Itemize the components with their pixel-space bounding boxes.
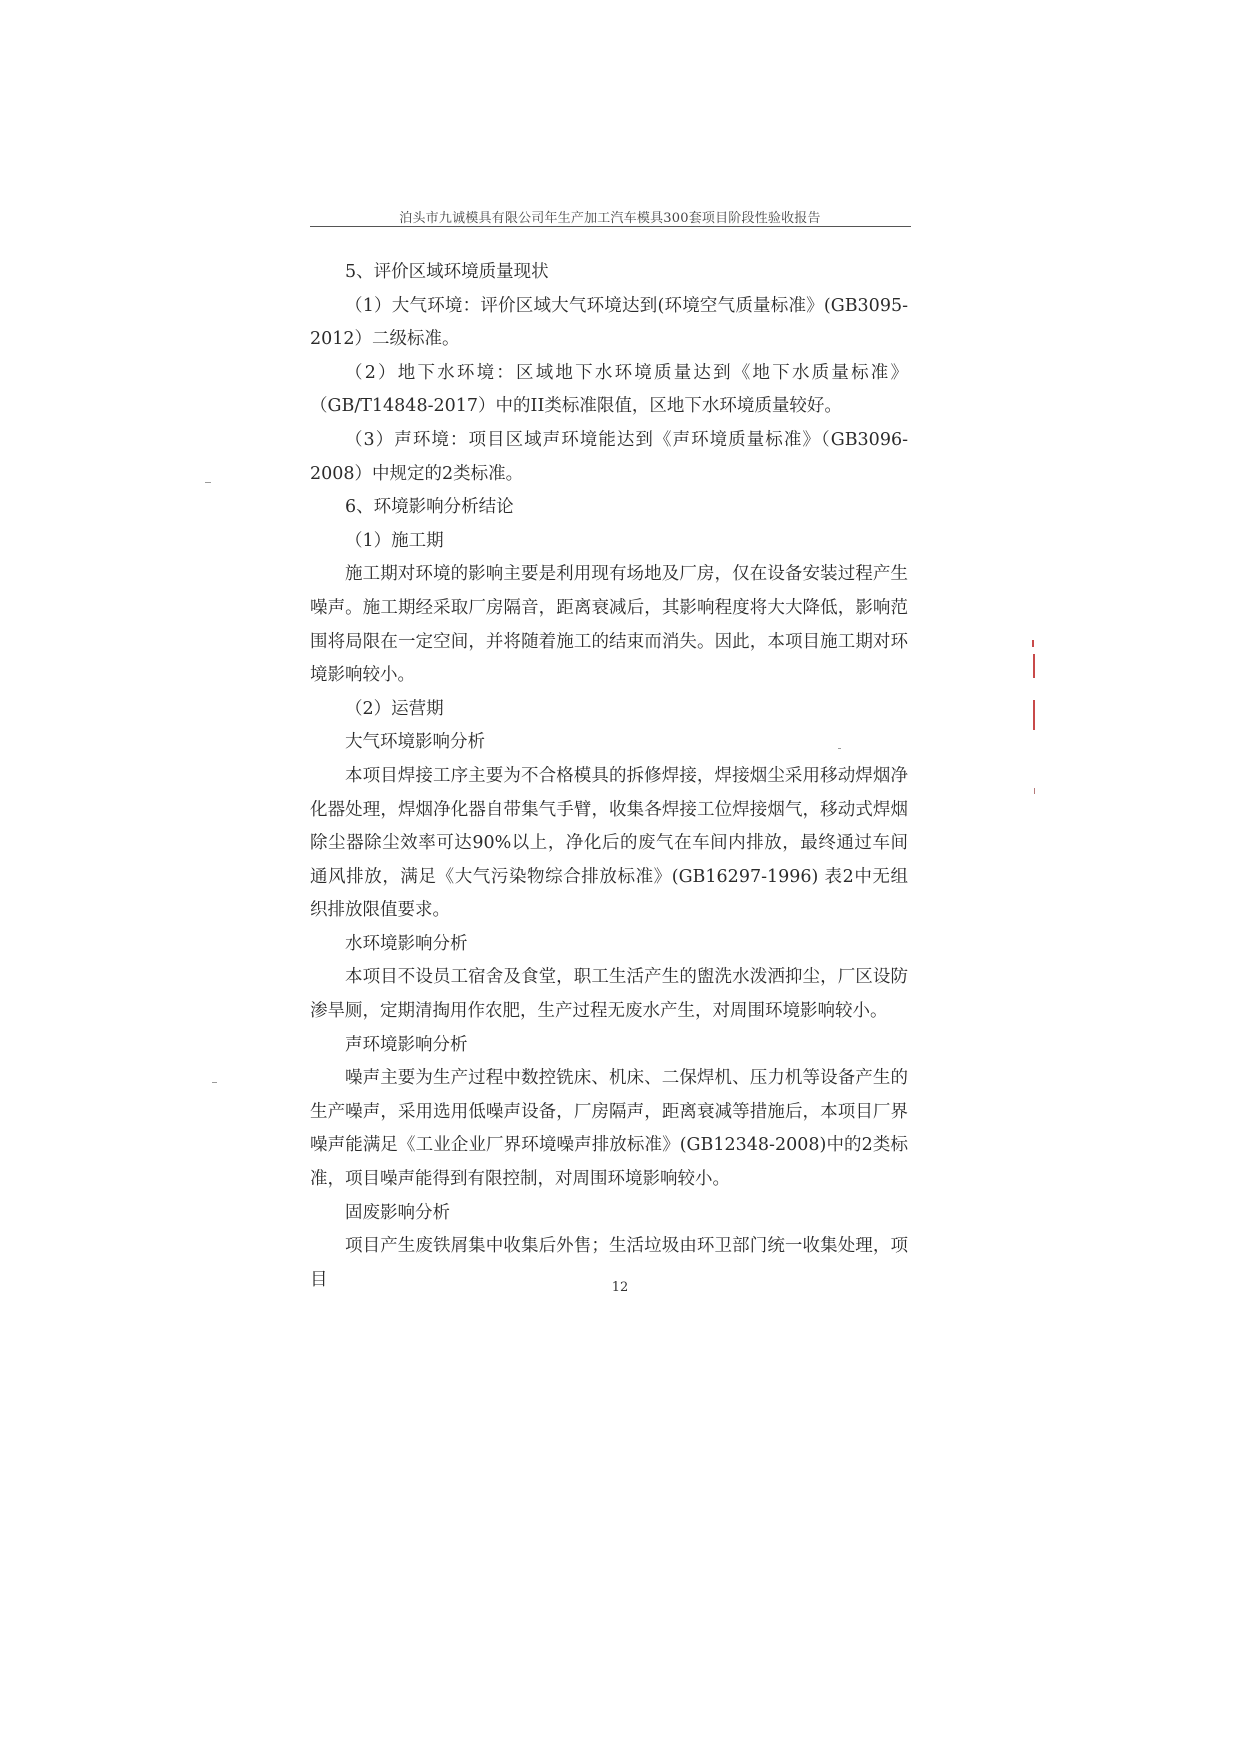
subheading-air-impact: 大气环境影响分析 xyxy=(345,732,485,753)
section-heading-6: 6、环境影响分析结论 xyxy=(345,497,514,518)
scan-mark xyxy=(1034,788,1035,794)
subheading-construction: （1）施工期 xyxy=(345,530,444,551)
scan-dust xyxy=(205,482,211,483)
paragraph-groundwater-quality: （2）地下水环境：区域地下水环境质量达到《地下水质量标准》（GB/T14848-2017）中的II类标准限值，区地下水环境质量较好。 xyxy=(310,362,908,417)
running-header: 泊头市九诚模具有限公司年生产加工汽车模具300套项目阶段性验收报告 xyxy=(399,211,821,226)
paragraph-solid-waste: 项目产生废铁屑集中收集后外售；生活垃圾由环卫部门统一收集处理，项目 xyxy=(310,1236,908,1290)
paragraph-water-impact: 本项目不设员工宿舍及食堂，职工生活产生的盥洗水泼洒抑尘，厂区设防渗旱厕，定期清掏用作农肥，生产过程无废水产生，对周围环境影响较小。 xyxy=(310,967,908,1022)
page-number: 12 xyxy=(611,1280,629,1295)
scan-mark xyxy=(1032,640,1034,647)
scan-mark xyxy=(1033,654,1035,678)
paragraph-air-quality: （1）大气环境：评价区域大气环境达到(环境空气质量标准》(GB3095-2012）二级标准。 xyxy=(310,295,908,350)
paragraph-noise-impact: 噪声主要为生产过程中数控铣床、机床、二保焊机、压力机等设备产生的生产噪声，采用选用低噪声设备，厂房隔声，距离衰减等措施后，本项目厂界噪声能满足《工业企业厂界环境噪声排放标准》(GB12348-2008)中的2类标准，项目噪声能得到有限控制，对周围环境影响较小。 xyxy=(310,1068,908,1190)
header-rule xyxy=(310,226,911,227)
scan-mark xyxy=(1033,700,1035,730)
subheading-operation: （2）运营期 xyxy=(345,698,444,719)
subheading-solid-waste: 固废影响分析 xyxy=(345,1202,450,1223)
section-heading-5: 5、评价区域环境质量现状 xyxy=(345,262,549,282)
subheading-water-impact: 水环境影响分析 xyxy=(345,933,468,954)
body-text xyxy=(310,256,908,1297)
scan-dust xyxy=(212,1082,217,1083)
subheading-noise-impact: 声环境影响分析 xyxy=(345,1034,468,1055)
paragraph-construction: 施工期对环境的影响主要是利用现有场地及厂房，仅在设备安装过程产生噪声。施工期经采取厂房隔音，距离衰减后，其影响程度将大大降低，影响范围将局限在一定空间，并将随着施工的结束而消失。因此，本项目施工期对环境影响较小。 xyxy=(310,564,908,686)
paragraph-air-impact: 本项目焊接工序主要为不合格模具的拆修焊接，焊接烟尘采用移动焊烟净化器处理，焊烟净化器自带集气手臂，收集各焊接工位焊接烟气，移动式焊烟除尘器除尘效率可达90%以上，净化后的废气在车间内排放，最终通过车间通风排放，满足《大气污染物综合排放标准》(GB16297-1996) 表2中无组织排放限值要求。 xyxy=(310,765,908,921)
paragraph-acoustic-quality: （3）声环境：项目区域声环境能达到《声环境质量标准》（GB3096-2008）中规定的2类标准。 xyxy=(310,429,908,484)
scan-dust xyxy=(838,748,841,749)
